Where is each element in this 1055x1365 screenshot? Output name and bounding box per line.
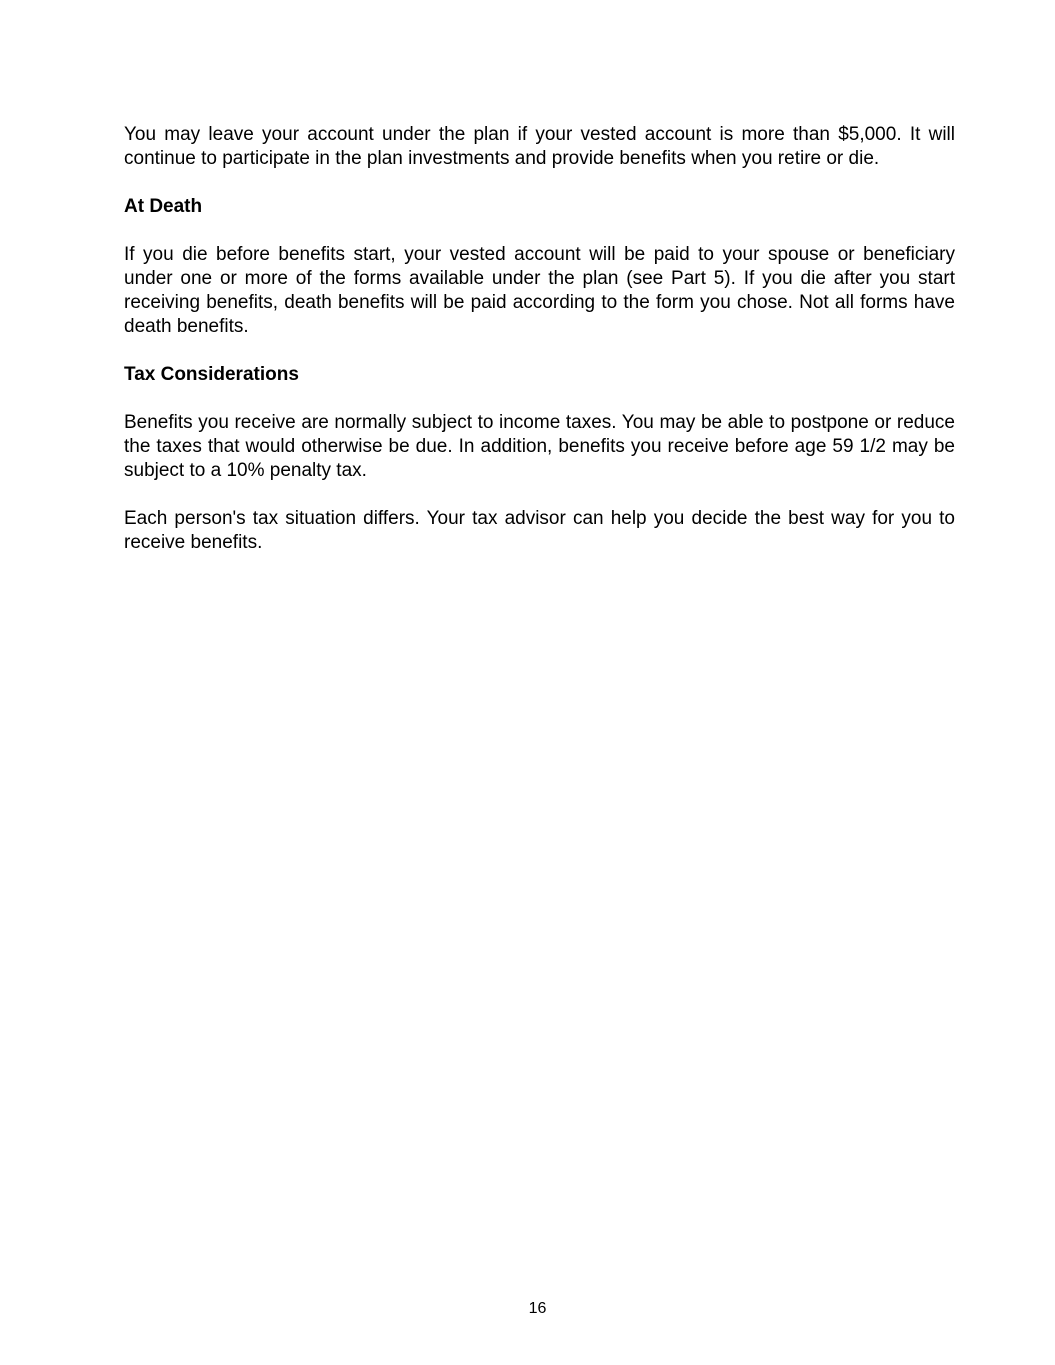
page-number: 16: [528, 1300, 547, 1317]
at-death-heading: At Death: [124, 196, 203, 217]
tax-paragraph-1: Benefits you receive are normally subject to income taxes. You may be able to postpone or reduce the taxes that would otherwise be due. In addition, benefits you receive before age 59 1/2 may be subject to a 10% penalty tax.: [124, 412, 955, 481]
page-content: [124, 123, 955, 579]
leave-account-paragraph: You may leave your account under the plan if your vested account is more than $5,000. It will continue to participate in the plan investments and provide benefits when you retire or die.: [124, 124, 955, 169]
at-death-paragraph: If you die before benefits start, your vested account will be paid to your spouse or beneficiary under one or more of the forms available under the plan (see Part 5). If you die after you start receiving benefits, death benefits will be paid according to the form you chose. Not all forms have death benefits.: [124, 244, 955, 337]
tax-paragraph-2: Each person's tax situation differs. Your tax advisor can help you decide the best way for you to receive benefits.: [124, 508, 955, 553]
tax-considerations-heading: Tax Considerations: [124, 364, 299, 385]
